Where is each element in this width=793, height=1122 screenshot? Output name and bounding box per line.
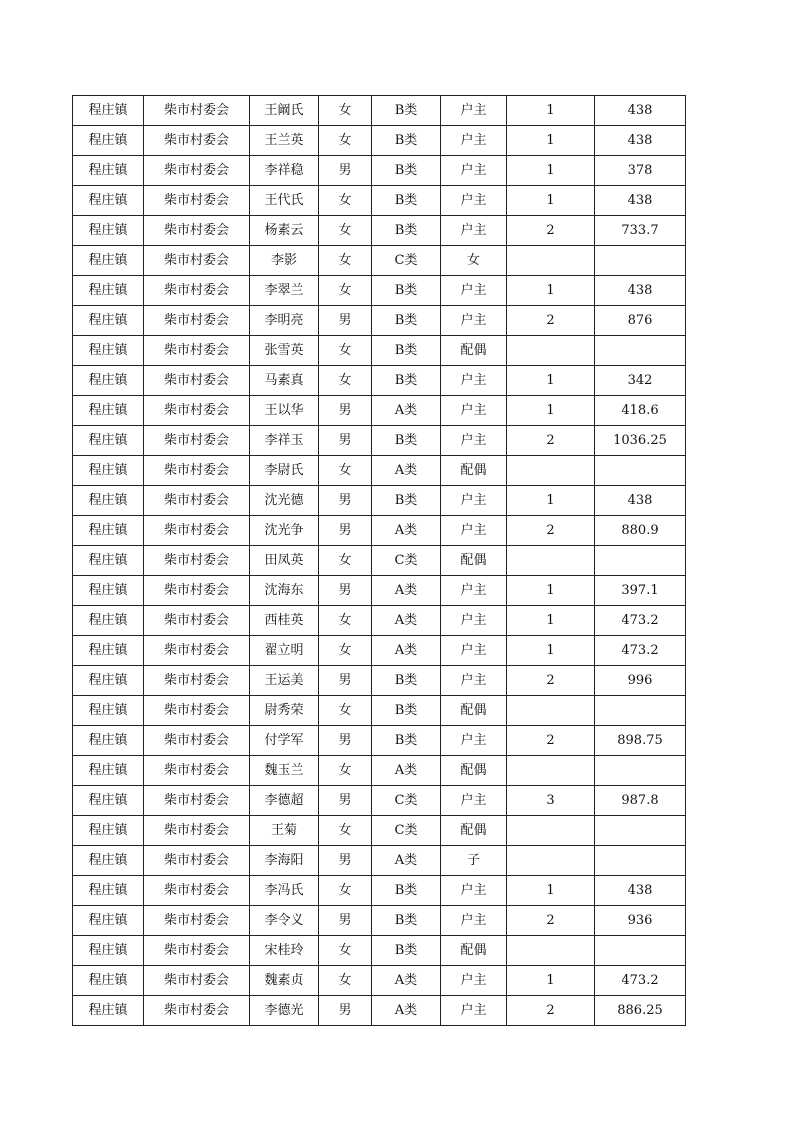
town-cell: 程庄镇 xyxy=(73,486,144,516)
amount-cell xyxy=(595,846,686,876)
table-row xyxy=(73,366,686,396)
village-committee-cell: 柴市村委会 xyxy=(144,156,250,186)
town-cell: 程庄镇 xyxy=(73,396,144,426)
household-size-cell: 1 xyxy=(507,876,595,906)
gender-cell: 男 xyxy=(319,726,372,756)
name-cell: 王以华 xyxy=(250,396,319,426)
category-cell: B类 xyxy=(372,486,441,516)
gender-cell: 女 xyxy=(319,276,372,306)
relation-cell: 配偶 xyxy=(441,336,507,366)
town-cell: 程庄镇 xyxy=(73,846,144,876)
name-cell: 王代氏 xyxy=(250,186,319,216)
town-cell: 程庄镇 xyxy=(73,666,144,696)
gender-cell: 男 xyxy=(319,306,372,336)
gender-cell: 女 xyxy=(319,816,372,846)
amount-cell: 438 xyxy=(595,186,686,216)
amount-cell: 987.8 xyxy=(595,786,686,816)
village-committee-cell: 柴市村委会 xyxy=(144,306,250,336)
table-row xyxy=(73,546,686,576)
table-row xyxy=(73,456,686,486)
household-size-cell: 2 xyxy=(507,516,595,546)
village-committee-cell: 柴市村委会 xyxy=(144,876,250,906)
table-row xyxy=(73,966,686,996)
household-size-cell: 1 xyxy=(507,276,595,306)
table-row xyxy=(73,576,686,606)
amount-cell: 473.2 xyxy=(595,636,686,666)
household-size-cell: 2 xyxy=(507,996,595,1026)
name-cell: 李海阳 xyxy=(250,846,319,876)
village-committee-cell: 柴市村委会 xyxy=(144,636,250,666)
category-cell: B类 xyxy=(372,96,441,126)
village-committee-cell: 柴市村委会 xyxy=(144,786,250,816)
category-cell: A类 xyxy=(372,576,441,606)
name-cell: 王运美 xyxy=(250,666,319,696)
relation-cell: 户主 xyxy=(441,366,507,396)
table-row xyxy=(73,666,686,696)
village-committee-cell: 柴市村委会 xyxy=(144,486,250,516)
name-cell: 王兰英 xyxy=(250,126,319,156)
name-cell: 李德光 xyxy=(250,996,319,1026)
category-cell: B类 xyxy=(372,216,441,246)
category-cell: A类 xyxy=(372,966,441,996)
relation-cell: 户主 xyxy=(441,876,507,906)
amount-cell: 397.1 xyxy=(595,576,686,606)
table-row xyxy=(73,156,686,186)
village-committee-cell: 柴市村委会 xyxy=(144,546,250,576)
village-committee-cell: 柴市村委会 xyxy=(144,816,250,846)
village-committee-cell: 柴市村委会 xyxy=(144,666,250,696)
household-size-cell xyxy=(507,936,595,966)
category-cell: A类 xyxy=(372,846,441,876)
amount-cell: 886.25 xyxy=(595,996,686,1026)
gender-cell: 女 xyxy=(319,126,372,156)
relation-cell: 户主 xyxy=(441,516,507,546)
village-committee-cell: 柴市村委会 xyxy=(144,366,250,396)
table-row xyxy=(73,276,686,306)
amount-cell xyxy=(595,816,686,846)
amount-cell xyxy=(595,246,686,276)
name-cell: 李祥稳 xyxy=(250,156,319,186)
name-cell: 尉秀荣 xyxy=(250,696,319,726)
category-cell: B类 xyxy=(372,936,441,966)
household-size-cell: 1 xyxy=(507,186,595,216)
village-committee-cell: 柴市村委会 xyxy=(144,276,250,306)
category-cell: A类 xyxy=(372,396,441,426)
category-cell: B类 xyxy=(372,906,441,936)
name-cell: 李冯氏 xyxy=(250,876,319,906)
household-size-cell xyxy=(507,846,595,876)
village-committee-cell: 柴市村委会 xyxy=(144,126,250,156)
village-committee-cell: 柴市村委会 xyxy=(144,186,250,216)
amount-cell: 880.9 xyxy=(595,516,686,546)
household-size-cell xyxy=(507,756,595,786)
amount-cell: 1036.25 xyxy=(595,426,686,456)
household-size-cell: 1 xyxy=(507,96,595,126)
name-cell: 李明亮 xyxy=(250,306,319,336)
name-cell: 沈光争 xyxy=(250,516,319,546)
relation-cell: 子 xyxy=(441,846,507,876)
village-committee-cell: 柴市村委会 xyxy=(144,456,250,486)
gender-cell: 男 xyxy=(319,396,372,426)
relation-cell: 户主 xyxy=(441,666,507,696)
category-cell: B类 xyxy=(372,336,441,366)
table-row xyxy=(73,936,686,966)
amount-cell: 898.75 xyxy=(595,726,686,756)
relation-cell: 户主 xyxy=(441,396,507,426)
name-cell: 西桂英 xyxy=(250,606,319,636)
household-size-cell: 2 xyxy=(507,216,595,246)
name-cell: 王阚氏 xyxy=(250,96,319,126)
village-committee-cell: 柴市村委会 xyxy=(144,426,250,456)
table-row xyxy=(73,516,686,546)
amount-cell: 438 xyxy=(595,276,686,306)
category-cell: A类 xyxy=(372,636,441,666)
table-row xyxy=(73,336,686,366)
category-cell: B类 xyxy=(372,876,441,906)
relation-cell: 户主 xyxy=(441,186,507,216)
relation-cell: 户主 xyxy=(441,786,507,816)
amount-cell: 342 xyxy=(595,366,686,396)
table-body xyxy=(73,96,686,1026)
relation-cell: 户主 xyxy=(441,906,507,936)
table-row xyxy=(73,996,686,1026)
category-cell: C类 xyxy=(372,816,441,846)
village-committee-cell: 柴市村委会 xyxy=(144,696,250,726)
amount-cell: 418.6 xyxy=(595,396,686,426)
amount-cell xyxy=(595,336,686,366)
name-cell: 李影 xyxy=(250,246,319,276)
amount-cell xyxy=(595,456,686,486)
town-cell: 程庄镇 xyxy=(73,996,144,1026)
amount-cell: 733.7 xyxy=(595,216,686,246)
gender-cell: 男 xyxy=(319,666,372,696)
gender-cell: 女 xyxy=(319,336,372,366)
amount-cell: 876 xyxy=(595,306,686,336)
gender-cell: 男 xyxy=(319,996,372,1026)
category-cell: C类 xyxy=(372,786,441,816)
category-cell: B类 xyxy=(372,666,441,696)
name-cell: 张雪英 xyxy=(250,336,319,366)
household-size-cell: 3 xyxy=(507,786,595,816)
table-row xyxy=(73,396,686,426)
category-cell: B类 xyxy=(372,126,441,156)
town-cell: 程庄镇 xyxy=(73,936,144,966)
category-cell: A类 xyxy=(372,996,441,1026)
household-size-cell xyxy=(507,456,595,486)
household-size-cell: 2 xyxy=(507,426,595,456)
household-size-cell: 1 xyxy=(507,576,595,606)
household-size-cell: 2 xyxy=(507,726,595,756)
amount-cell xyxy=(595,696,686,726)
table-row xyxy=(73,726,686,756)
amount-cell: 438 xyxy=(595,96,686,126)
name-cell: 田凤英 xyxy=(250,546,319,576)
category-cell: B类 xyxy=(372,726,441,756)
village-committee-cell: 柴市村委会 xyxy=(144,96,250,126)
relation-cell: 配偶 xyxy=(441,756,507,786)
relation-cell: 配偶 xyxy=(441,936,507,966)
category-cell: C类 xyxy=(372,246,441,276)
table-row xyxy=(73,246,686,276)
gender-cell: 女 xyxy=(319,636,372,666)
category-cell: A类 xyxy=(372,456,441,486)
household-size-cell xyxy=(507,336,595,366)
household-size-cell: 2 xyxy=(507,906,595,936)
category-cell: A类 xyxy=(372,516,441,546)
table-row xyxy=(73,186,686,216)
village-committee-cell: 柴市村委会 xyxy=(144,246,250,276)
relation-cell: 配偶 xyxy=(441,696,507,726)
table-row xyxy=(73,876,686,906)
household-size-cell: 2 xyxy=(507,306,595,336)
village-committee-cell: 柴市村委会 xyxy=(144,606,250,636)
table-row xyxy=(73,816,686,846)
category-cell: B类 xyxy=(372,276,441,306)
category-cell: B类 xyxy=(372,306,441,336)
amount-cell xyxy=(595,756,686,786)
relation-cell: 户主 xyxy=(441,966,507,996)
relation-cell: 户主 xyxy=(441,96,507,126)
gender-cell: 女 xyxy=(319,966,372,996)
town-cell: 程庄镇 xyxy=(73,336,144,366)
name-cell: 马素真 xyxy=(250,366,319,396)
table-row xyxy=(73,306,686,336)
name-cell: 李令义 xyxy=(250,906,319,936)
relation-cell: 配偶 xyxy=(441,546,507,576)
relation-cell: 户主 xyxy=(441,216,507,246)
category-cell: A类 xyxy=(372,756,441,786)
gender-cell: 女 xyxy=(319,936,372,966)
town-cell: 程庄镇 xyxy=(73,576,144,606)
amount-cell xyxy=(595,546,686,576)
table-row xyxy=(73,486,686,516)
category-cell: B类 xyxy=(372,426,441,456)
name-cell: 翟立明 xyxy=(250,636,319,666)
village-committee-cell: 柴市村委会 xyxy=(144,726,250,756)
category-cell: B类 xyxy=(372,156,441,186)
table-row xyxy=(73,636,686,666)
amount-cell: 378 xyxy=(595,156,686,186)
town-cell: 程庄镇 xyxy=(73,546,144,576)
category-cell: B类 xyxy=(372,696,441,726)
relation-cell: 户主 xyxy=(441,726,507,756)
village-committee-cell: 柴市村委会 xyxy=(144,936,250,966)
name-cell: 李祥玉 xyxy=(250,426,319,456)
village-committee-cell: 柴市村委会 xyxy=(144,966,250,996)
relation-cell: 户主 xyxy=(441,276,507,306)
relation-cell: 女 xyxy=(441,246,507,276)
town-cell: 程庄镇 xyxy=(73,816,144,846)
gender-cell: 女 xyxy=(319,186,372,216)
name-cell: 李尉氏 xyxy=(250,456,319,486)
gender-cell: 女 xyxy=(319,876,372,906)
amount-cell: 473.2 xyxy=(595,966,686,996)
town-cell: 程庄镇 xyxy=(73,756,144,786)
table-row xyxy=(73,846,686,876)
village-committee-cell: 柴市村委会 xyxy=(144,996,250,1026)
name-cell: 沈海东 xyxy=(250,576,319,606)
gender-cell: 男 xyxy=(319,486,372,516)
household-size-cell: 1 xyxy=(507,126,595,156)
category-cell: B类 xyxy=(372,186,441,216)
town-cell: 程庄镇 xyxy=(73,786,144,816)
name-cell: 魏素贞 xyxy=(250,966,319,996)
village-committee-cell: 柴市村委会 xyxy=(144,756,250,786)
relation-cell: 户主 xyxy=(441,486,507,516)
gender-cell: 男 xyxy=(319,516,372,546)
gender-cell: 男 xyxy=(319,426,372,456)
gender-cell: 女 xyxy=(319,96,372,126)
gender-cell: 男 xyxy=(319,846,372,876)
village-committee-cell: 柴市村委会 xyxy=(144,576,250,606)
amount-cell: 473.2 xyxy=(595,606,686,636)
household-size-cell: 2 xyxy=(507,666,595,696)
data-table xyxy=(72,95,686,1026)
category-cell: A类 xyxy=(372,606,441,636)
town-cell: 程庄镇 xyxy=(73,156,144,186)
town-cell: 程庄镇 xyxy=(73,366,144,396)
table-row xyxy=(73,126,686,156)
town-cell: 程庄镇 xyxy=(73,216,144,246)
town-cell: 程庄镇 xyxy=(73,966,144,996)
village-committee-cell: 柴市村委会 xyxy=(144,516,250,546)
relation-cell: 户主 xyxy=(441,126,507,156)
town-cell: 程庄镇 xyxy=(73,906,144,936)
table-row xyxy=(73,216,686,246)
amount-cell: 936 xyxy=(595,906,686,936)
town-cell: 程庄镇 xyxy=(73,276,144,306)
name-cell: 付学军 xyxy=(250,726,319,756)
gender-cell: 男 xyxy=(319,786,372,816)
relation-cell: 户主 xyxy=(441,996,507,1026)
household-size-cell: 1 xyxy=(507,366,595,396)
gender-cell: 女 xyxy=(319,456,372,486)
gender-cell: 男 xyxy=(319,906,372,936)
town-cell: 程庄镇 xyxy=(73,306,144,336)
gender-cell: 女 xyxy=(319,756,372,786)
relation-cell: 户主 xyxy=(441,306,507,336)
household-size-cell: 1 xyxy=(507,636,595,666)
village-committee-cell: 柴市村委会 xyxy=(144,396,250,426)
gender-cell: 女 xyxy=(319,246,372,276)
town-cell: 程庄镇 xyxy=(73,96,144,126)
town-cell: 程庄镇 xyxy=(73,696,144,726)
gender-cell: 女 xyxy=(319,696,372,726)
gender-cell: 女 xyxy=(319,546,372,576)
village-committee-cell: 柴市村委会 xyxy=(144,336,250,366)
gender-cell: 女 xyxy=(319,366,372,396)
household-size-cell xyxy=(507,696,595,726)
household-size-cell: 1 xyxy=(507,156,595,186)
town-cell: 程庄镇 xyxy=(73,516,144,546)
gender-cell: 男 xyxy=(319,156,372,186)
category-cell: C类 xyxy=(372,546,441,576)
table-row xyxy=(73,756,686,786)
town-cell: 程庄镇 xyxy=(73,126,144,156)
gender-cell: 男 xyxy=(319,576,372,606)
category-cell: B类 xyxy=(372,366,441,396)
amount-cell: 438 xyxy=(595,486,686,516)
relation-cell: 户主 xyxy=(441,426,507,456)
name-cell: 李翠兰 xyxy=(250,276,319,306)
village-committee-cell: 柴市村委会 xyxy=(144,906,250,936)
town-cell: 程庄镇 xyxy=(73,876,144,906)
household-size-cell: 1 xyxy=(507,486,595,516)
town-cell: 程庄镇 xyxy=(73,726,144,756)
amount-cell: 438 xyxy=(595,126,686,156)
table-row xyxy=(73,606,686,636)
name-cell: 魏玉兰 xyxy=(250,756,319,786)
table-row xyxy=(73,96,686,126)
name-cell: 王菊 xyxy=(250,816,319,846)
household-size-cell: 1 xyxy=(507,966,595,996)
relation-cell: 户主 xyxy=(441,636,507,666)
amount-cell: 996 xyxy=(595,666,686,696)
table-row xyxy=(73,696,686,726)
household-size-cell: 1 xyxy=(507,396,595,426)
name-cell: 李德超 xyxy=(250,786,319,816)
name-cell: 杨素云 xyxy=(250,216,319,246)
gender-cell: 女 xyxy=(319,606,372,636)
table-row xyxy=(73,426,686,456)
table-row xyxy=(73,906,686,936)
name-cell: 宋桂玲 xyxy=(250,936,319,966)
relation-cell: 户主 xyxy=(441,156,507,186)
town-cell: 程庄镇 xyxy=(73,246,144,276)
relation-cell: 配偶 xyxy=(441,816,507,846)
village-committee-cell: 柴市村委会 xyxy=(144,846,250,876)
town-cell: 程庄镇 xyxy=(73,426,144,456)
amount-cell xyxy=(595,936,686,966)
village-committee-cell: 柴市村委会 xyxy=(144,216,250,246)
relation-cell: 配偶 xyxy=(441,456,507,486)
household-size-cell xyxy=(507,246,595,276)
town-cell: 程庄镇 xyxy=(73,606,144,636)
table-row xyxy=(73,786,686,816)
gender-cell: 女 xyxy=(319,216,372,246)
household-size-cell xyxy=(507,546,595,576)
household-size-cell xyxy=(507,816,595,846)
relation-cell: 户主 xyxy=(441,576,507,606)
amount-cell: 438 xyxy=(595,876,686,906)
household-size-cell: 1 xyxy=(507,606,595,636)
town-cell: 程庄镇 xyxy=(73,456,144,486)
relation-cell: 户主 xyxy=(441,606,507,636)
town-cell: 程庄镇 xyxy=(73,636,144,666)
name-cell: 沈光德 xyxy=(250,486,319,516)
town-cell: 程庄镇 xyxy=(73,186,144,216)
